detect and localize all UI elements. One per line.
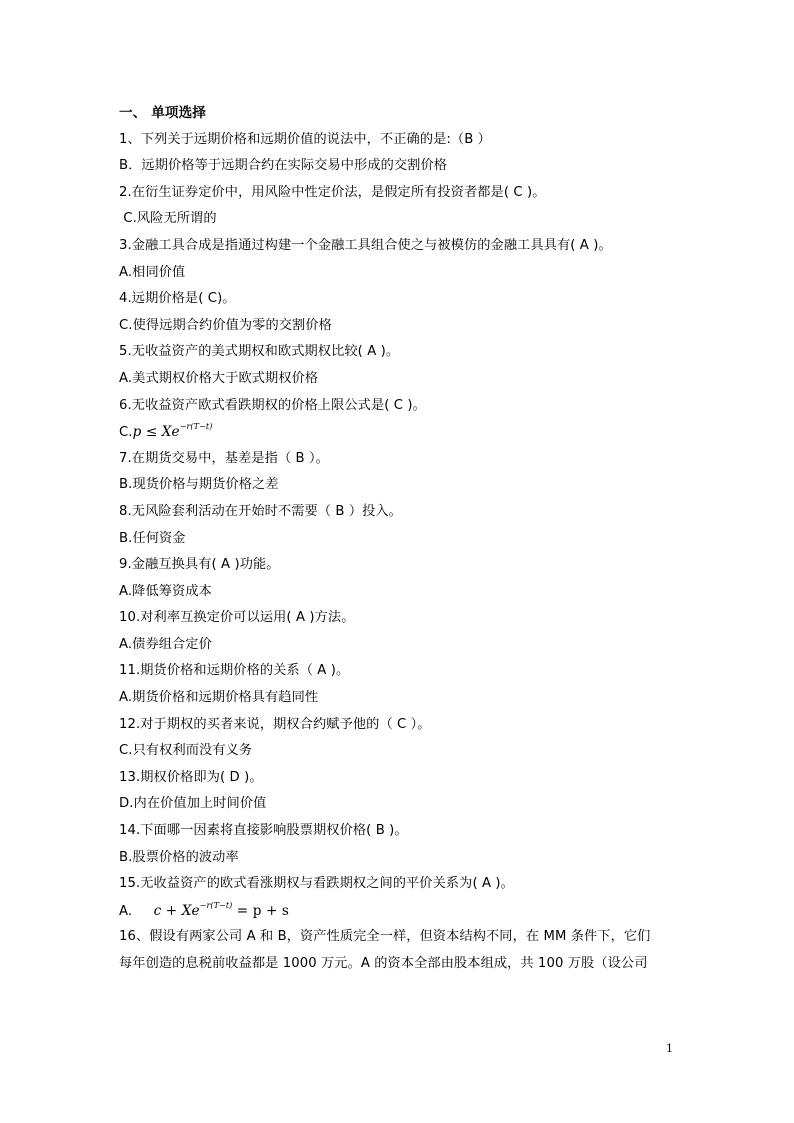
formula-rhs: Xe: [161, 424, 180, 441]
answer-11: A.期货价格和远期价格具有趋同性: [119, 690, 319, 706]
answer-15-formula: [153, 900, 289, 919]
question-8: 8.无风险套利活动在开始时不需要（ B ）投入。: [119, 503, 402, 519]
question-1: 1、下列关于远期价格和远期价值的说法中，不正确的是:（B ）: [119, 131, 491, 147]
formula-rhs: Xe: [181, 902, 200, 919]
formula-exponent: −r(T−t): [199, 900, 233, 910]
document-body: [119, 100, 679, 978]
answer-13: D.内在价值加上时间价值: [119, 796, 267, 812]
question-10: 10.对利率互换定价可以运用( A )方法。: [119, 610, 355, 626]
question-3: 3.金融工具合成是指通过构建一个金融工具组合使之与被模仿的金融工具具有( A )。: [119, 237, 612, 253]
question-16-line-1: 16、假设有两家公司 A 和 B，资产性质完全一样，但资本结构不同，在 MM 条件下，它们: [119, 929, 651, 945]
question-9: 9.金融互换具有( A )功能。: [119, 557, 280, 573]
answer-9: A.降低筹资成本: [119, 583, 212, 599]
question-13: 13.期权价格即为( D )。: [119, 769, 263, 785]
answer-6-formula: [133, 424, 213, 440]
answer-2: C.风险无所谓的: [119, 211, 217, 227]
question-12: 12.对于期权的买者来说，期权合约赋予他的（ C ）。: [119, 716, 431, 732]
formula-tail: = p + s: [232, 902, 289, 919]
question-4: 4.远期价格是( C)。: [119, 291, 236, 307]
question-16-line-2: 每年创造的息税前收益都是 1000 万元。A 的资本全部由股本组成，共 100 万股（设公司: [119, 956, 648, 971]
answer-7: B.现货价格与期货价格之差: [119, 477, 279, 493]
answer-6: [119, 419, 679, 446]
question-15: 15.无收益资产的欧式看涨期权与看跌期权之间的平价关系为( A )。: [119, 876, 514, 892]
page-number: 1: [666, 1042, 673, 1055]
answer-8: B.任何资金: [119, 530, 186, 546]
question-2: 2.在衍生证券定价中，用风险中性定价法，是假定所有投资者都是( C )。: [119, 184, 546, 200]
question-14: 14.下面哪一因素将直接影响股票期权价格( B )。: [119, 823, 408, 839]
formula-operator: +: [165, 902, 178, 919]
question-5: 5.无收益资产的美式期权和欧式期权比较( A )。: [119, 344, 400, 360]
answer-12: C.只有权利而没有义务: [119, 743, 253, 759]
answer-15: [119, 898, 679, 925]
question-7: 7.在期货交易中，基差是指（ B ）。: [119, 450, 329, 466]
answer-3: A.相同价值: [119, 264, 186, 280]
answer-10: A.债券组合定价: [119, 636, 212, 652]
answer-6-prefix: C.: [119, 425, 133, 441]
formula-operator: ≤: [145, 424, 158, 441]
formula-lhs: p: [132, 424, 142, 441]
answer-15-prefix: A.: [119, 903, 154, 919]
formula-lhs: c: [153, 902, 162, 919]
answer-1: B．远期价格等于远期合约在实际交易中形成的交割价格: [119, 158, 448, 174]
answer-4: C.使得远期合约价值为零的交割价格: [119, 317, 332, 333]
answer-5: A.美式期权价格大于欧式期权价格: [119, 370, 319, 386]
answer-14: B.股票价格的波动率: [119, 849, 239, 865]
question-6: 6.无收益资产欧式看跌期权的价格上限公式是( C )。: [119, 397, 426, 413]
formula-exponent: −r(T−t): [179, 422, 213, 432]
section-heading: 一、 单项选择: [119, 105, 206, 121]
question-11: 11.期货价格和远期价格的关系（ A )。: [119, 663, 350, 679]
